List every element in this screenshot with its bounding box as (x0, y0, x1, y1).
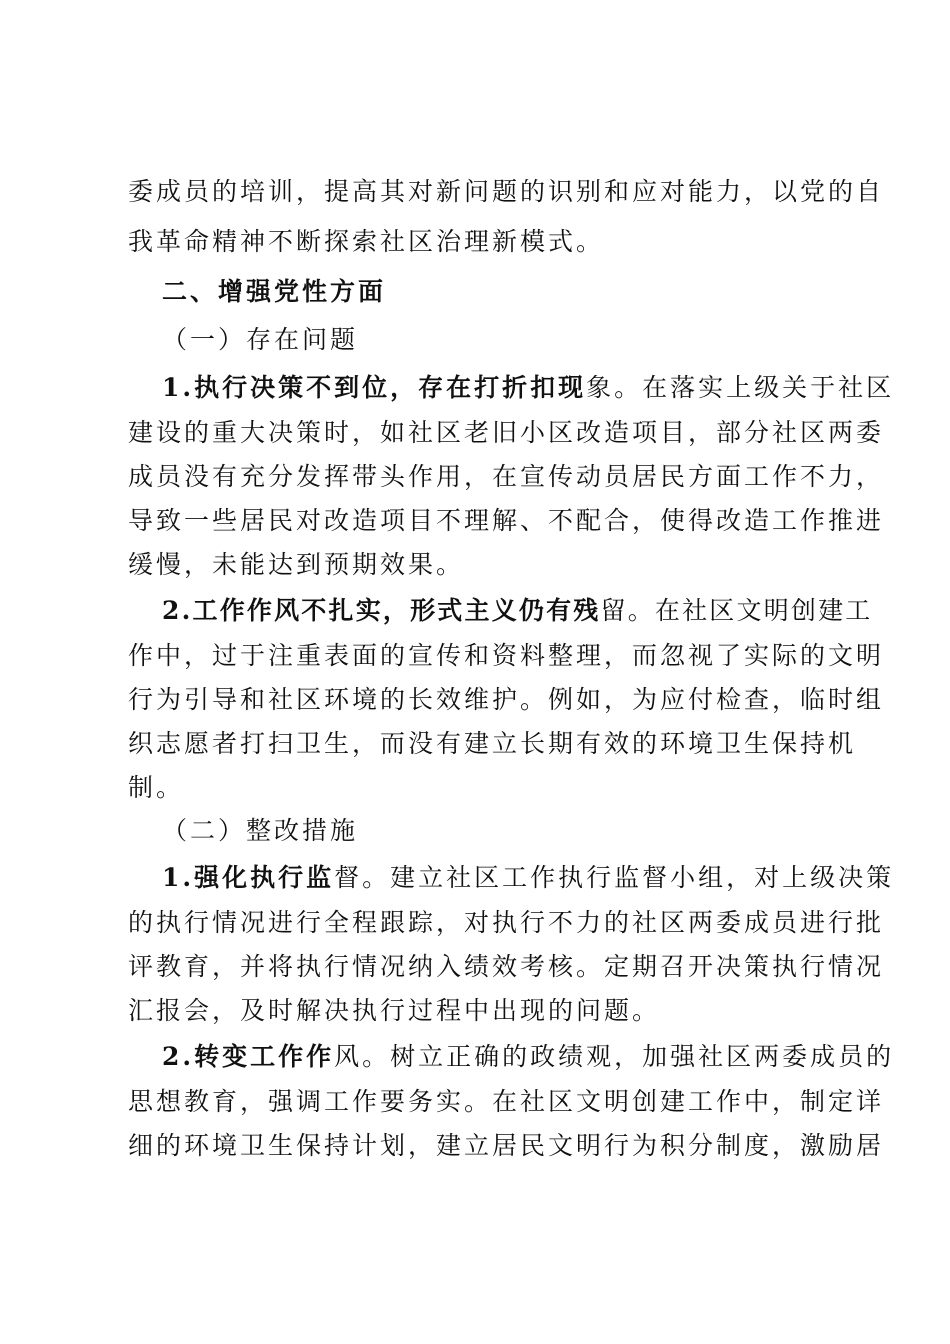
item-text: 风。树立正确的政绩观，加强社区两委成员的 (334, 1042, 895, 1071)
body-text-line: 我革命精神不断探索社区治理新模式。 (128, 227, 605, 256)
body-text-line: 的执行情况进行全程跟踪，对执行不力的社区两委成员进行批 (128, 908, 885, 937)
body-text-line: 作中，过于注重表面的宣传和资料整理，而忽视了实际的文明 (128, 641, 885, 670)
item-text: 督。建立社区工作执行监督小组，对上级决策 (334, 863, 895, 892)
numbered-paragraph-first-line (162, 1042, 894, 1072)
subsection-heading: （一）存在问题 (162, 325, 359, 354)
item-title: 1.执行决策不到位，存在打折扣现 (162, 373, 587, 402)
item-title: 1.强化执行监 (162, 863, 335, 892)
body-text-line: 细的环境卫生保持计划，建立居民文明行为积分制度，激励居 (128, 1131, 885, 1160)
body-text-line: 制。 (128, 773, 185, 802)
subsection-heading: （二）整改措施 (162, 816, 359, 845)
item-title: 2.工作作风不扎实，形式主义仍有残 (162, 596, 601, 625)
body-text-line: 织志愿者打扫卫生，而没有建立长期有效的环境卫生保持机 (128, 729, 857, 758)
numbered-paragraph-first-line (162, 863, 894, 893)
body-text-line: 汇报会，及时解决执行过程中出现的问题。 (128, 996, 661, 1025)
numbered-paragraph-first-line (162, 596, 873, 626)
body-text-line: 行为引导和社区环境的长效维护。例如，为应付检查，临时组 (128, 685, 885, 714)
body-text-line: 缓慢，未能达到预期效果。 (128, 550, 465, 579)
item-text: 象。在落实上级关于社区 (586, 373, 895, 402)
body-text-line: 思想教育，强调工作要务实。在社区文明创建工作中，制定详 (128, 1087, 885, 1116)
section-heading: 二、增强党性方面 (162, 277, 387, 306)
body-text-line: 评教育，并将执行情况纳入绩效考核。定期召开决策执行情况 (128, 952, 885, 981)
body-text-line: 导致一些居民对改造项目不理解、不配合，使得改造工作推进 (128, 506, 885, 535)
body-text-line: 成员没有充分发挥带头作用，在宣传动员居民方面工作不力， (128, 462, 885, 491)
body-text-line: 委成员的培训，提高其对新问题的识别和应对能力，以党的自 (128, 177, 885, 206)
item-text: 留。在社区文明创建工 (600, 596, 873, 625)
body-text-line: 建设的重大决策时，如社区老旧小区改造项目，部分社区两委 (128, 418, 885, 447)
item-title: 2.转变工作作 (162, 1042, 335, 1071)
numbered-paragraph-first-line (162, 373, 894, 403)
